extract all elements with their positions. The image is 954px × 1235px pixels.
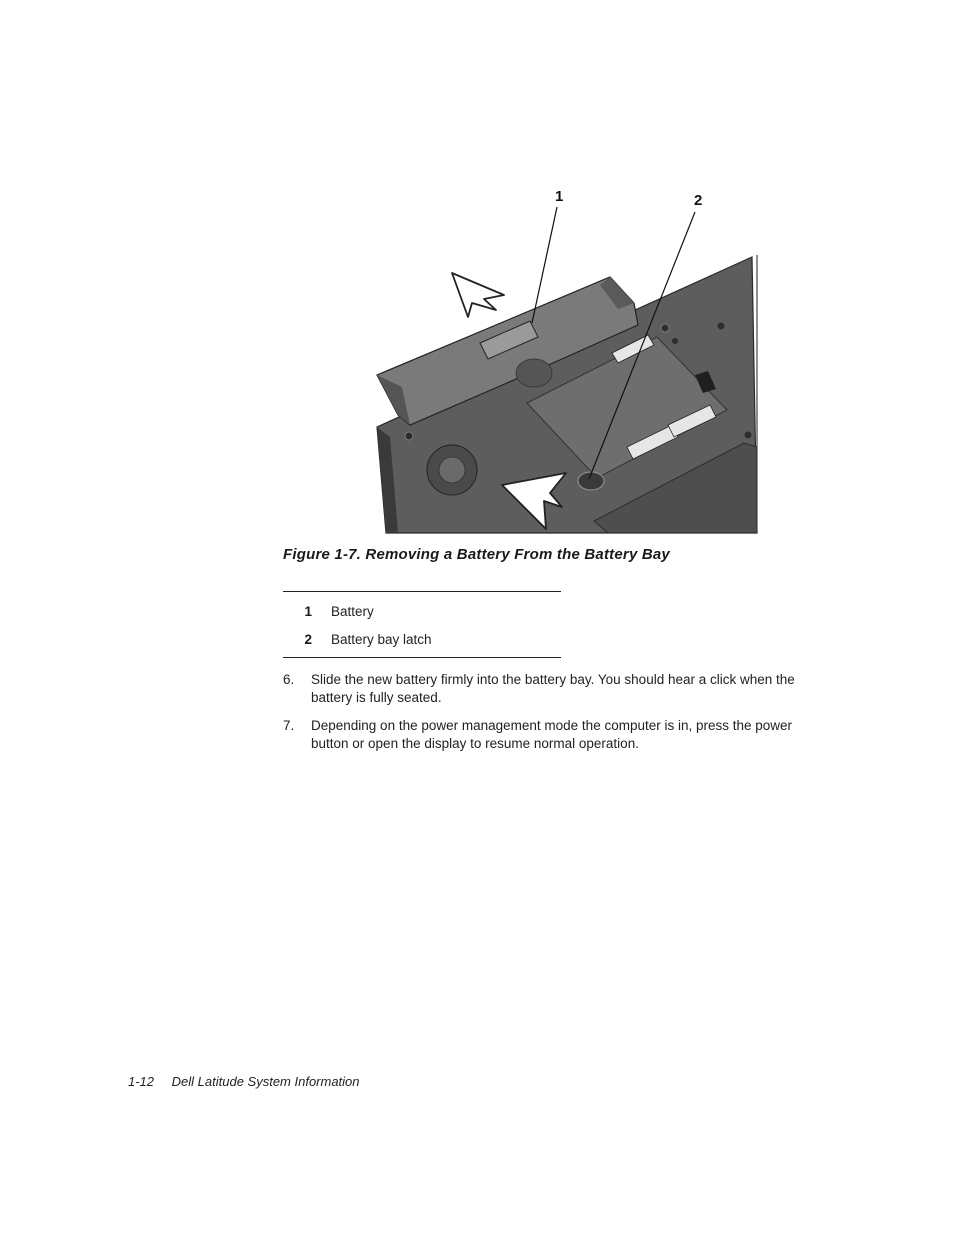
legend-label: Battery (331, 603, 374, 619)
figure-illustration (372, 185, 760, 535)
step-number: 7. (283, 718, 295, 733)
step-number: 6. (283, 672, 295, 687)
callout-2: 2 (694, 192, 703, 209)
legend-label: Battery bay latch (331, 631, 432, 647)
legend-number: 2 (304, 631, 312, 647)
page-footer (128, 1074, 360, 1089)
figure-legend-table (283, 591, 561, 658)
legend-row (283, 625, 561, 653)
battery-removal-figure (372, 185, 760, 535)
legend-row (283, 597, 561, 625)
step-text: Slide the new battery firmly into the battery bay. You should hear a click when the battery is fully seated. (311, 672, 795, 705)
document-title: Dell Latitude System Information (171, 1074, 360, 1089)
battery-circle (516, 359, 552, 387)
legend-number: 1 (304, 603, 312, 619)
step-item (283, 671, 818, 707)
step-text: Depending on the power management mode the computer is in, press the power button or open the display to resume normal operation. (311, 718, 793, 751)
step-item (283, 717, 818, 753)
page-number: 1-12 (128, 1074, 155, 1089)
callout-1: 1 (555, 188, 564, 205)
instruction-steps (283, 671, 818, 763)
removal-arrow-icon (452, 273, 504, 317)
figure-caption: Figure 1-7. Removing a Battery From the Battery Bay (283, 546, 670, 563)
